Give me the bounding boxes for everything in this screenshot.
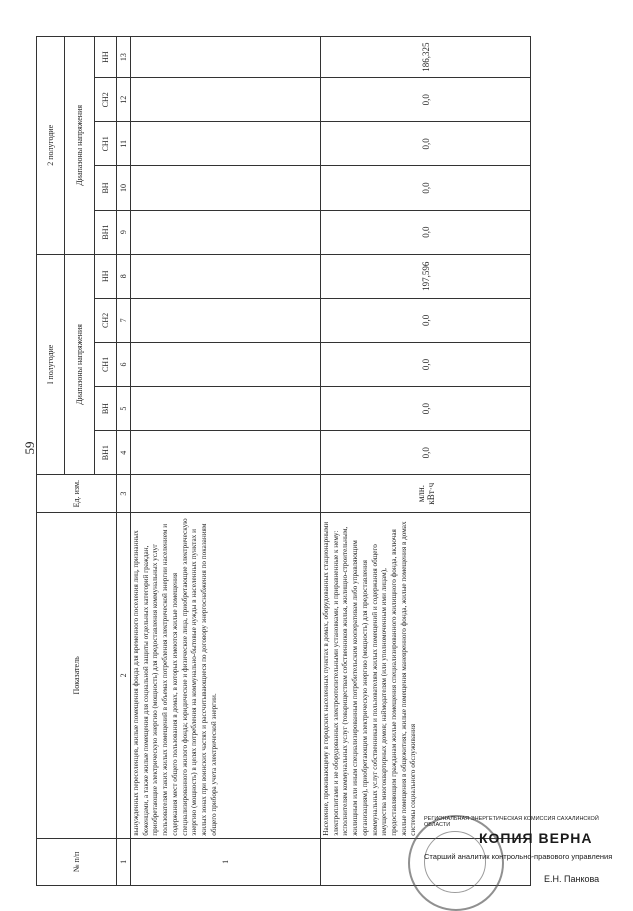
row1-indicator: вынужденных переселенцев, жилые помещения фонда для временного поселения лиц, признанных беженцами, а также жилые помещения для социальной защиты отдельных категорий граждан, приобретающие электрическую энергию (мощность) для предоставления коммунальных услуг пользователям таких жилых помещений в объемах потребления электрической энергии населением и содержания мест общего пользования в домах, в которых имеются жилые помещения специализированного жилого фонда; юридические и физические лица, приобретающие электрическую энергию (мощность) в целях потребления на коммунально-бытовые нужды в населенных пунктах и жилых зонах при воинских частях и рассчитывающиеся по договору энергоснабжения по показаниям общего прибора учета электрической энергии. <box>131 513 321 839</box>
col-number: 5 <box>117 387 131 431</box>
col-number: 12 <box>117 78 131 122</box>
col-number: 4 <box>117 431 131 475</box>
row1-cell <box>131 210 321 254</box>
row2-value: 0,0 <box>321 166 531 210</box>
col-number: 13 <box>117 37 131 78</box>
row1-num: 1 <box>131 838 321 885</box>
row2-value: 0,0 <box>321 122 531 166</box>
row2-value: 0,0 <box>321 387 531 431</box>
row1-cell <box>131 298 321 342</box>
row2-unit: млн. кВт·ч <box>321 475 531 513</box>
col-number: 7 <box>117 298 131 342</box>
row1-cell <box>131 387 321 431</box>
stamp-name: Е.Н. Панкова <box>544 874 600 884</box>
col-number: 8 <box>117 254 131 298</box>
header-num: № п/п <box>37 838 117 885</box>
row1-cell <box>131 37 321 78</box>
row2-value: 0,0 <box>321 210 531 254</box>
col-number: 3 <box>117 475 131 513</box>
level-vn1: ВН1 <box>95 431 117 475</box>
row2-value: 0,0 <box>321 298 531 342</box>
rotated-table-container <box>36 36 596 886</box>
col-number: 11 <box>117 122 131 166</box>
col-number: 10 <box>117 166 131 210</box>
col-number: 9 <box>117 210 131 254</box>
row2-value: 0,0 <box>321 78 531 122</box>
stamp-title: КОПИЯ ВЕРНА <box>479 830 593 846</box>
row1-cell <box>131 122 321 166</box>
row1-cell <box>131 254 321 298</box>
header-unit: Ед. изм. <box>37 475 117 513</box>
level-sn2: СН2 <box>95 298 117 342</box>
level-nn: НН <box>95 37 117 78</box>
level-vn: ВН <box>95 166 117 210</box>
level-sn1: СН1 <box>95 122 117 166</box>
row2-value: 0,0 <box>321 342 531 386</box>
row1-cell <box>131 166 321 210</box>
row1-unit <box>131 475 321 513</box>
level-vn1: ВН1 <box>95 210 117 254</box>
level-sn2: СН2 <box>95 78 117 122</box>
row1-cell <box>131 78 321 122</box>
row2-value: 0,0 <box>321 431 531 475</box>
level-sn1: СН1 <box>95 342 117 386</box>
header-half1: I полугодие <box>37 254 65 475</box>
row2-indicator: Население, проживающему в городских населенных пунктах в домах, оборудованных стационарными электроплитами и не оборудованных электроотопительными установками, и приравненные к нему: исполнителям коммунальных услуг (товариществам собственников жилья, жилищно-строительным, жилищным или иным специализированным потребительским кооперативам либо управляющим организациям), приобретающим электрическую энергию (мощность) для предоставления коммунальных услуг собственникам и пользователям жилых помещений и содержания общего имущества многоквартирных домов; наймодателям (или уполномоченным ими лицам), предоставляющим гражданам жилые помещения специализированного жилищного фонда, включая жилые помещения в общежитиях, жилые помещения маневренного фонда, жилые помещения в домах системы социального обслуживания <box>321 513 531 839</box>
header-ranges-2: Диапазоны напряжения <box>65 37 95 255</box>
certification-stamp <box>424 816 624 894</box>
row1-cell <box>131 431 321 475</box>
col-number: 2 <box>117 513 131 839</box>
row1-cell <box>131 342 321 386</box>
stamp-organization: РЕГИОНАЛЬНАЯ ЭНЕРГЕТИЧЕСКАЯ КОМИССИЯ САХАЛИНСКОЙ ОБЛАСТИ <box>424 816 599 828</box>
row2-value: 197,596 <box>321 254 531 298</box>
header-ranges-1: Диапазоны напряжения <box>65 254 95 475</box>
stamp-position: Старший аналитик контрольно-правового управления <box>424 852 613 861</box>
col-number: 1 <box>117 838 131 885</box>
col-number: 6 <box>117 342 131 386</box>
tariff-table <box>36 36 531 886</box>
level-nn: НН <box>95 254 117 298</box>
level-vn: ВН <box>95 387 117 431</box>
header-half2: 2 полугодие <box>37 37 65 255</box>
page-number: 59 <box>22 441 37 455</box>
header-indicator: Показатель <box>37 513 117 839</box>
row2-value: 186,325 <box>321 37 531 78</box>
